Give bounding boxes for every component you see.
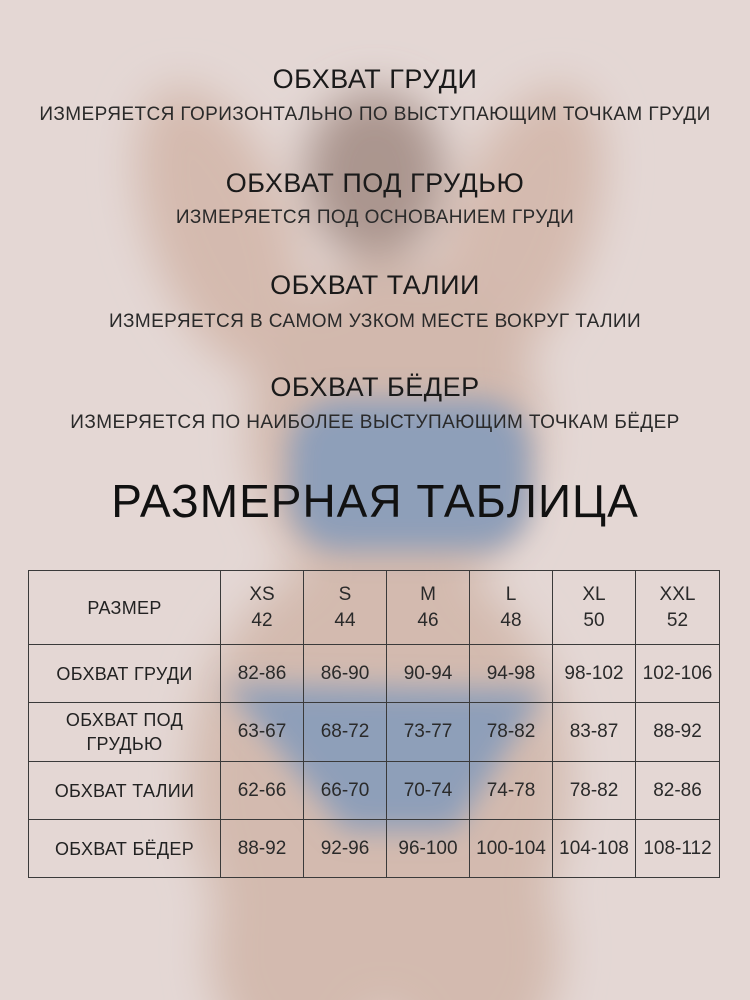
table-cell: 74-78 [470, 762, 553, 820]
table-cell: 83-87 [553, 703, 636, 762]
size-number: 48 [500, 609, 522, 631]
table-cell: 102-106 [636, 645, 720, 703]
section-desc-bust: ИЗМЕРЯЕТСЯ ГОРИЗОНТАЛЬНО ПО ВЫСТУПАЮЩИМ ТОЧКАМ ГРУДИ [39, 104, 711, 125]
size-code: XL [582, 583, 606, 605]
row-label: ОБХВАТ ПОД ГРУДЬЮ [29, 703, 221, 762]
table-row [29, 820, 720, 878]
size-header-cell [553, 571, 636, 645]
table-cell: 63-67 [221, 703, 304, 762]
size-code: L [505, 583, 517, 605]
section-desc-waist: ИЗМЕРЯЕТСЯ В САМОМ УЗКОМ МЕСТЕ ВОКРУГ ТАЛИИ [108, 311, 642, 332]
table-cell: 78-82 [470, 703, 553, 762]
size-code: S [338, 583, 352, 605]
size-number: 50 [583, 609, 605, 631]
section-title-hips: ОБХВАТ БЁДЕР [270, 372, 480, 402]
table-cell: 88-92 [636, 703, 720, 762]
size-code: XS [249, 583, 275, 605]
table-cell: 100-104 [470, 820, 553, 878]
section-desc-underbust: ИЗМЕРЯЕТСЯ ПОД ОСНОВАНИЕМ ГРУДИ [175, 207, 575, 228]
section-title-bust: ОБХВАТ ГРУДИ [272, 64, 478, 94]
size-header-cell [304, 571, 387, 645]
table-header-row [29, 571, 720, 645]
size-number: 44 [334, 609, 356, 631]
table-cell: 82-86 [636, 762, 720, 820]
table-cell: 94-98 [470, 645, 553, 703]
row-label: ОБХВАТ ТАЛИИ [29, 762, 221, 820]
size-header-cell [221, 571, 304, 645]
table-cell: 86-90 [304, 645, 387, 703]
table-cell: 90-94 [387, 645, 470, 703]
size-number: 42 [251, 609, 273, 631]
header-size-label: РАЗМЕР [29, 571, 221, 645]
size-code: M [420, 583, 436, 605]
table-row [29, 703, 720, 762]
table-row [29, 645, 720, 703]
table-cell: 66-70 [304, 762, 387, 820]
row-label: ОБХВАТ БЁДЕР [29, 820, 221, 878]
size-table [28, 570, 720, 878]
size-header-cell [387, 571, 470, 645]
section-title-waist: ОБХВАТ ТАЛИИ [270, 270, 480, 300]
section-title-underbust: ОБХВАТ ПОД ГРУДЬЮ [225, 168, 525, 198]
size-code: XXL [659, 583, 696, 605]
table-cell: 73-77 [387, 703, 470, 762]
size-number: 46 [417, 609, 439, 631]
row-label: ОБХВАТ ГРУДИ [29, 645, 221, 703]
size-number: 52 [666, 609, 689, 631]
section-desc-hips: ИЗМЕРЯЕТСЯ ПО НАИБОЛЕЕ ВЫСТУПАЮЩИМ ТОЧКАМ БЁДЕР [70, 412, 680, 433]
size-header-cell [636, 571, 720, 645]
table-cell: 82-86 [221, 645, 304, 703]
table-cell: 68-72 [304, 703, 387, 762]
table-cell: 88-92 [221, 820, 304, 878]
table-cell: 98-102 [553, 645, 636, 703]
size-chart-title: РАЗМЕРНАЯ ТАБЛИЦА [111, 475, 639, 527]
table-cell: 78-82 [553, 762, 636, 820]
table-cell: 108-112 [636, 820, 720, 878]
table-cell: 70-74 [387, 762, 470, 820]
table-cell: 62-66 [221, 762, 304, 820]
size-header-cell [470, 571, 553, 645]
table-cell: 104-108 [553, 820, 636, 878]
table-row [29, 762, 720, 820]
table-cell: 96-100 [387, 820, 470, 878]
table-cell: 92-96 [304, 820, 387, 878]
